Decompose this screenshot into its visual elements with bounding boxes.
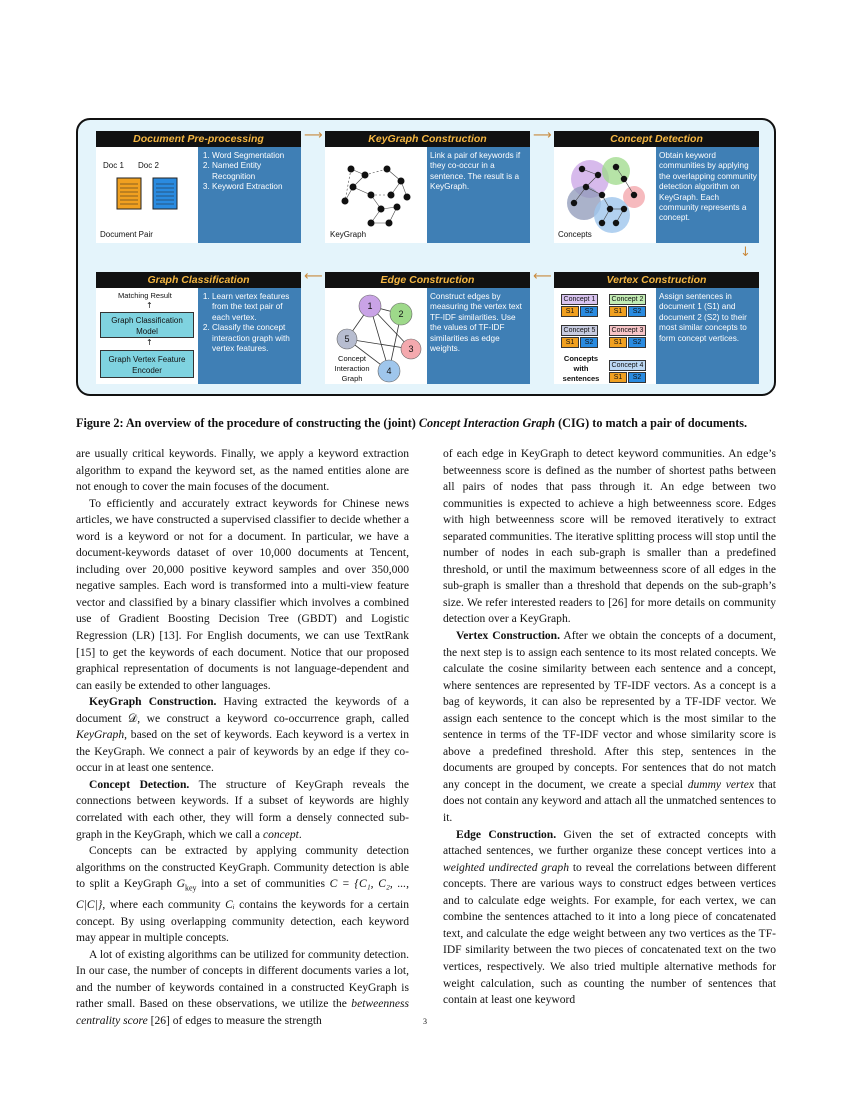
concepts-with-sentences-label: Concepts with sentences [562,354,600,383]
concept-5-box: Concept 5 [561,325,598,336]
step-item: 1. Learn vertex features from the text pair of each vertex. [212,292,299,323]
paragraph: A lot of existing algorithms can be utilized for community detection. In our case, the number of concepts in different documents varies a lot, and the number of keywords contained in a constructed KeyGraph is rather small. Based on these observations, we utilize the betweenness centrality score [26] of edges to measure the strength [76,948,410,1027]
section-heading: Edge Construction. [456,828,557,841]
s2-box: S2 [628,372,646,383]
concept-4-box: Concept 4 [609,360,646,371]
step-item: 1. Word Segmentation [212,151,299,161]
panel-concept-detection [554,131,759,243]
right-column [443,446,776,1009]
section-heading: KeyGraph Construction. [89,696,217,709]
concept-2-box: Concept 2 [609,294,646,305]
graph-classification-steps [201,292,299,354]
arrow-down-icon: ↓ [740,245,751,260]
panel-title: Document Pre-processing [96,131,301,147]
section-heading: Concept Detection. [89,778,190,791]
cig-node-label: 2 [398,309,404,319]
left-column [76,446,409,1029]
step-item: 3. Keyword Extraction [212,182,299,192]
panel-title: KeyGraph Construction [325,131,530,147]
s1-box: S1 [609,306,627,317]
cig-node-label: 1 [367,301,373,311]
concept-1-box: Concept 1 [561,294,598,305]
doc1-label: Doc 1 [103,161,124,170]
concept-3-box: Concept 3 [609,325,646,336]
section-heading: Vertex Construction. [456,630,560,643]
cig-label: Concept Interaction Graph [334,354,370,383]
overview-figure [76,118,776,396]
panel-vertex-construction [554,272,759,384]
document-pair-label: Document Pair [100,230,153,239]
s2-box: S2 [628,337,646,348]
panel-document-preprocessing [96,131,301,243]
arrow-up-icon: ↑ [146,301,153,310]
panel-keygraph-construction [325,131,530,243]
arrow-up-icon: ↑ [146,338,153,347]
panel-title: Graph Classification [96,272,301,288]
paragraph: Concepts can be extracted by applying community detection algorithms on the constructed KeyGraph. Community detection is able to split a KeyGraph $G_{key}$ into a set of communities C = {C₁, C₂, ..., C|C|}, where each community Cᵢ contains the keywords for a certain concept. By using overlapping community detection, each keyword may appear in multiple concepts. [76,845,409,945]
doc1-icon [117,178,141,209]
s2-box: S2 [628,306,646,317]
paragraph: are usually critical keywords. Finally, we apply a keyword extraction algorithm to expand the keyword set, as the named entities alone are not enough to cover the main focuses of the document. [76,448,409,494]
figure-caption: Figure 2: An overview of the procedure of constructing the (joint) Concept Interaction Graph (CIG) to match a pair of documents. [76,416,748,430]
s2-box: S2 [580,337,598,348]
arrow-left-icon: ⟵ [304,269,323,284]
s1-box: S1 [561,306,579,317]
paragraph-edge-construction: Edge Construction. Given the set of extracted concepts with attached sentences, we further organize these concept vertices into a weighted undirected graph to reveal the correlations between different concepts. There are various ways to construct edges between vertices and to calculate edge weights. For example, for each vertex, we can combine the sentences attached to it into a long piece of concatenated text, and calculate the edge weight between any two vertices as the TF-IDF similarity between the two pieces of concatenated text on the two vertices, respectively. We also tried multiple alternative methods for weight calculation, such as counting the number of sentences that contain at least one keyword [443,828,777,1007]
step-item: 2. Named Entity Recognition [212,161,299,182]
preprocessing-steps [201,151,299,193]
keygraph-graph [325,147,427,243]
graph-vertex-feature-encoder: Graph Vertex Feature Encoder [100,350,194,378]
s1-box: S1 [561,337,579,348]
arrow-right-icon: ⟶ [304,128,323,143]
step-item: 2. Classify the concept interaction graph with vertex features. [212,323,299,354]
paragraph: To efficiently and accurately extract keywords for Chinese news articles, we have constructed a supervised classifier to decide whether a word is a keyword or not for a document. In particular, we have a document-keywords dataset of over 10,000 documents at Tencent, including over 20,000 positive keyword samples and over 350,000 negative samples. Each word is transformed into a multi-view feature vector and classified by a binary classifier which involves a combined use of Gradient Boosting Decision Tree (GBDT) and Logistic Regression (LR) [13]. For English documents, we can use TextRank [15] to get the keywords of each document. Notice that our proposed graphical representation of documents is not language-dependent and can easily be extended to other languages. [76,497,409,692]
panel-title: Concept Detection [554,131,759,147]
arrow-right-icon: ⟶ [533,128,552,143]
concepts-graph [554,147,656,243]
cig-node-label: 4 [386,366,392,376]
paragraph: of each edge in KeyGraph to detect keyword communities. An edge’s betweenness score is defined as the number of shortest paths between all pairs of nodes that pass through it. An edge between two communities is expected to achieve a high betweenness score. Edges with high betweenness score will be removed iteratively to extract separated communities. The iterative splitting process will stop until the number of nodes in each sub-graph is smaller than a predefined threshold, or until the maximum betweenness score of all edges in the sub-graph is smaller than a threshold that depends on the sub-graph’s size. We refer interested readers to [26] for more details on community detection over a KeyGraph. [443,448,776,626]
concepts-label: Concepts [558,230,592,239]
cig-node-label: 3 [408,344,414,354]
panel-graph-classification [96,272,301,384]
paragraph-concept-detection: Concept Detection. The structure of KeyGraph reveals the connections between keywords. If a subset of keywords are highly correlated with each other, they will form a densely connected sub-graph in the KeyGraph, which we call a concept. [76,778,409,841]
doc2-icon [153,178,177,209]
panel-edge-construction [325,272,530,384]
vertex-construction-description: Assign sentences in document 1 (S1) and document 2 (S2) to their most similar concepts to form concept vertices. [659,292,747,343]
s2-box: S2 [580,306,598,317]
paragraph-vertex-construction: Vertex Construction. After we obtain the concepts of a document, the next step is to assign each sentence to its most related concepts. We calculate the cosine similarity between each sentence and a concept, where sentences are represented by TF-IDF vectors. As a concept is a bag of keywords, it can also be represented by a TF-IDF vector. We assign each sentence to the concept which is the most similar to the sentence in terms of the TF-IDF vector and whose similarity score is above a predefined threshold. After this step, sentences in the documents are grouped by concepts. For sentences that do not match any concept in the document, we create a special dummy vertex that does not contain any keyword and attach all the unmatched sentences to it. [443,630,777,825]
keygraph-label: KeyGraph [330,230,367,239]
keygraph-description: Link a pair of keywords if they co-occur in a sentence. The result is a KeyGraph. [430,151,521,192]
edge-construction-description: Construct edges by measuring the vertex text TF-IDF similarities. Use the values of TF-IDF similarities as edge weights. [430,292,522,354]
s1-box: S1 [609,337,627,348]
panel-title: Edge Construction [325,272,530,288]
doc2-label: Doc 2 [138,161,159,170]
panel-title: Vertex Construction [554,272,759,288]
arrow-left-icon: ⟵ [533,269,552,284]
paragraph-keygraph-construction: KeyGraph Construction. Having extracted the keywords of a document 𝒟, we construct a keyword co-occurrence graph, called KeyGraph, based on the set of keywords. Each keyword is a vertex in the KeyGraph. We connect a pair of keywords by an edge if they co-occur in at least one sentence. [76,696,410,775]
document-icons [96,147,198,243]
page-number: 3 [423,1017,427,1026]
cig-node-label: 5 [344,334,350,344]
concept-detection-description: Obtain keyword communities by applying the overlapping community detection algorithm on KeyGraph. Each community represents a concept. [659,151,757,223]
matching-result-label: Matching Result [118,291,172,300]
s1-box: S1 [609,372,627,383]
graph-classification-model: Graph Classification Model [100,312,194,338]
